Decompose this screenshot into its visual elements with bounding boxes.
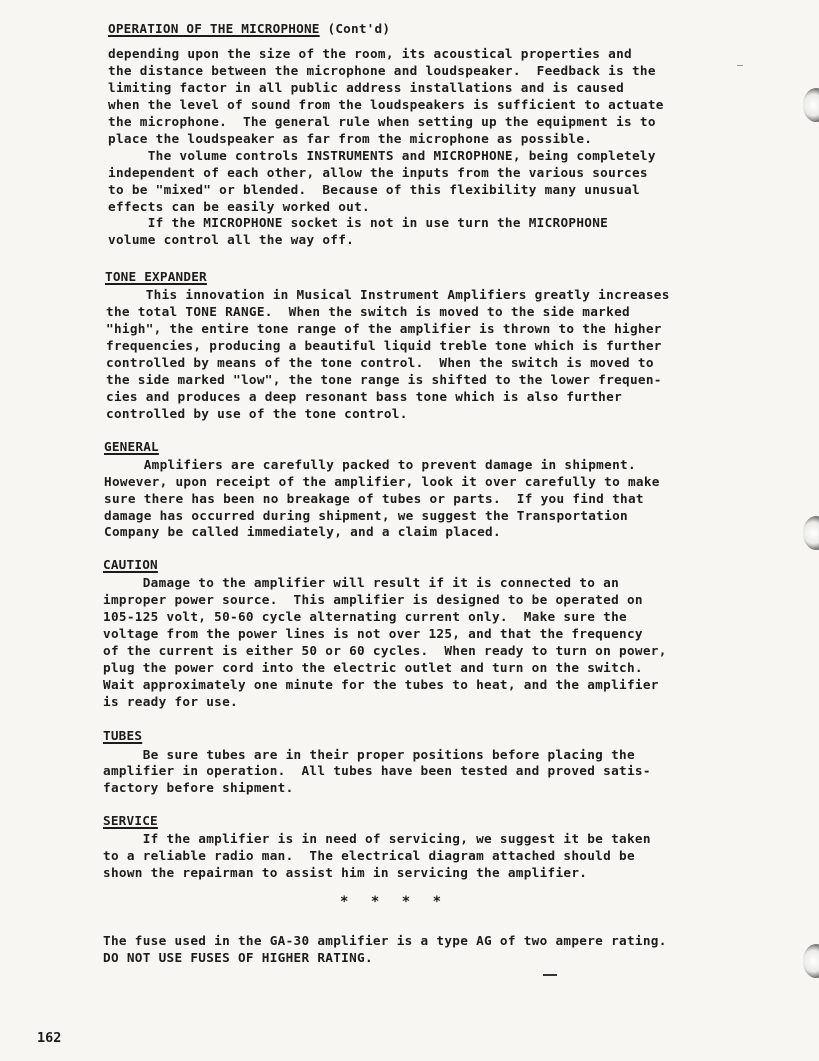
section-heading xyxy=(108,20,390,37)
body-line: effects can be easily worked out. xyxy=(108,199,370,214)
body-line: Wait approximately one minute for the tubes to heat, and the amplifier xyxy=(103,677,659,692)
punch-hole-top xyxy=(803,88,819,122)
body-line: Company be called immediately, and a claim placed. xyxy=(104,524,501,539)
body-line: shown the repairman to assist him in servicing the amplifier. xyxy=(103,865,588,880)
body-line: cies and produces a deep resonant bass tone which is also further xyxy=(106,389,623,404)
fuse-note-line: The fuse used in the GA-30 amplifier is a type AG of two ampere rating. xyxy=(103,933,667,948)
body-line: plug the power cord into the electric outlet and turn on the switch. xyxy=(103,660,643,675)
body-line: depending upon the size of the room, its acoustical properties and xyxy=(108,46,632,61)
body-line: damage has occurred during shipment, we suggest the Transportation xyxy=(104,508,628,523)
body-line: controlled by means of the tone control. When the switch is moved to xyxy=(106,355,654,370)
body-line: If the MICROPHONE socket is not in use turn the MICROPHONE xyxy=(108,215,609,230)
body-line: limiting factor in all public address installations and is caused xyxy=(108,80,625,95)
section-heading: SERVICE xyxy=(103,813,158,828)
page-number: 162 xyxy=(37,1030,62,1046)
body-line: frequencies, producing a beautiful liquid treble tone which is further xyxy=(106,338,662,353)
body-line: volume control all the way off. xyxy=(108,232,355,247)
body-line: independent of each other, allow the inputs from the various sources xyxy=(108,165,648,180)
body-line: However, upon receipt of the amplifier, look it over carefully to make xyxy=(104,474,660,489)
section-heading: TUBES xyxy=(103,728,143,743)
body-line: factory before shipment. xyxy=(103,780,294,795)
body-line: controlled by use of the tone control. xyxy=(106,406,408,421)
body-line: to a reliable radio man. The electrical diagram attached should be xyxy=(103,848,635,863)
body-line: place the loudspeaker as far from the microphone as possible. xyxy=(108,131,593,146)
body-line: Damage to the amplifier will result if it is connected to an xyxy=(103,575,620,590)
body-line: sure there has been no breakage of tubes or parts. If you find that xyxy=(104,491,644,506)
body-line: is ready for use. xyxy=(103,694,238,709)
heading-text: OPERATION OF THE MICROPHONE xyxy=(108,21,320,36)
body-line: 105-125 volt, 50-60 cycle alternating current only. Make sure the xyxy=(103,609,627,624)
body-line: This innovation in Musical Instrument Amplifiers greatly increases xyxy=(106,287,670,302)
scan-mark xyxy=(543,974,557,976)
separator-asterisks: * * * * xyxy=(340,894,442,910)
section-heading: TONE EXPANDER xyxy=(105,269,207,284)
body-line: the distance between the microphone and loudspeaker. Feedback is the xyxy=(108,63,656,78)
punch-hole-middle xyxy=(803,516,819,550)
body-line: to be "mixed" or blended. Because of this flexibility many unusual xyxy=(108,182,640,197)
body-line: the microphone. The general rule when setting up the equipment is to xyxy=(108,114,656,129)
body-line: "high", the entire tone range of the amplifier is thrown to the higher xyxy=(106,321,662,336)
body-line: The volume controls INSTRUMENTS and MICROPHONE, being completely xyxy=(108,148,656,163)
body-line: amplifier in operation. All tubes have been tested and proved satis- xyxy=(103,763,651,778)
body-line: the side marked "low", the tone range is shifted to the lower frequen- xyxy=(106,372,662,387)
body-line: Be sure tubes are in their proper positions before placing the xyxy=(103,747,635,762)
fuse-note-line: DO NOT USE FUSES OF HIGHER RATING. xyxy=(103,950,373,965)
punch-hole-bottom xyxy=(803,944,819,978)
body-line: improper power source. This amplifier is designed to be operated on xyxy=(103,592,643,607)
section-heading: GENERAL xyxy=(104,439,159,454)
body-line: If the amplifier is in need of servicing, we suggest it be taken xyxy=(103,831,651,846)
body-line: voltage from the power lines is not over 125, and that the frequency xyxy=(103,626,643,641)
body-line: the total TONE RANGE. When the switch is moved to the side marked xyxy=(106,304,630,319)
scan-mark xyxy=(737,65,743,66)
section-heading: CAUTION xyxy=(103,557,158,572)
heading-suffix: (Cont'd) xyxy=(319,21,391,36)
body-line: of the current is either 50 or 60 cycles. When ready to turn on power, xyxy=(103,643,667,658)
body-line: when the level of sound from the loudspeakers is sufficient to actuate xyxy=(108,97,664,112)
body-line: Amplifiers are carefully packed to prevent damage in shipment. xyxy=(104,457,636,472)
